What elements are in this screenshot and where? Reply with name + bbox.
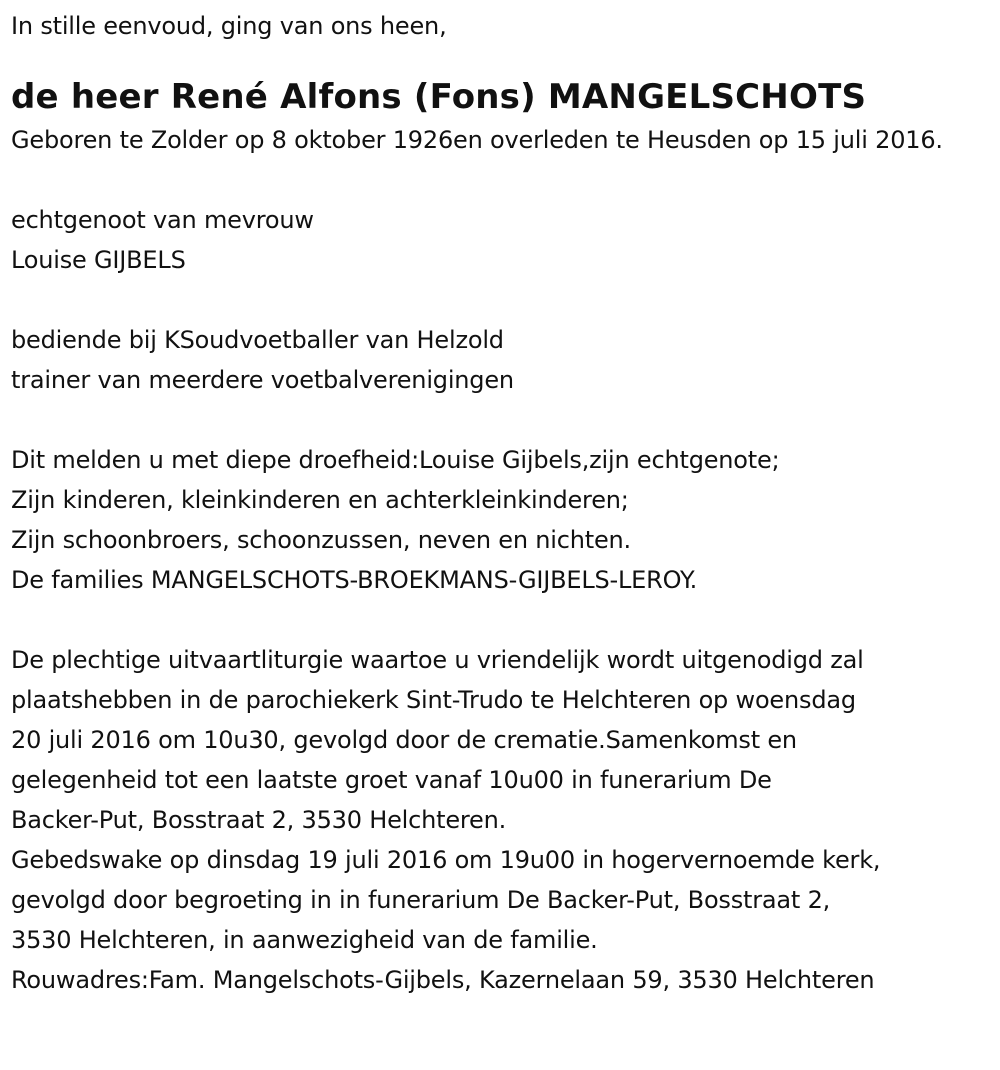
funeral-line-5: Backer-Put, Bosstraat 2, 3530 Helchteren. <box>11 806 507 834</box>
intro-text: In stille eenvoud, ging van ons heen, <box>11 12 447 40</box>
funeral-line-1: De plechtige uitvaartliturgie waartoe u vriendelijk wordt uitgenodigd zal <box>11 646 864 674</box>
deceased-name: de heer René Alfons (Fons) MANGELSCHOTS <box>11 77 867 117</box>
wake-line-2: gevolgd door begroeting in in funerarium De Backer-Put, Bosstraat 2, <box>11 886 831 914</box>
funeral-line-3: 20 juli 2016 om 10u30, gevolgd door de crematie.Samenkomst en <box>11 726 797 754</box>
wake-line-1: Gebedswake op dinsdag 19 juli 2016 om 19u00 in hogervernoemde kerk, <box>11 846 881 874</box>
announcement-line-4: De families MANGELSCHOTS-BROEKMANS-GIJBELS-LEROY. <box>11 566 698 594</box>
wake-line-3: 3530 Helchteren, in aanwezigheid van de familie. <box>11 926 598 954</box>
birth-death-text: Geboren te Zolder op 8 oktober 1926en overleden te Heusden op 15 juli 2016. <box>11 126 943 154</box>
mourning-address: Rouwadres:Fam. Mangelschots-Gijbels, Kazernelaan 59, 3530 Helchteren <box>11 966 875 994</box>
funeral-line-2: plaatshebben in de parochiekerk Sint-Trudo te Helchteren op woensdag <box>11 686 856 714</box>
announcement-line-3: Zijn schoonbroers, schoonzussen, neven en nichten. <box>11 526 631 554</box>
spacer <box>11 160 986 200</box>
announcement-line-2: Zijn kinderen, kleinkinderen en achterkleinkinderen; <box>11 486 629 514</box>
occupation-line-2: trainer van meerdere voetbalverenigingen <box>11 366 514 394</box>
spacer <box>11 400 986 440</box>
spacer <box>11 280 986 320</box>
funeral-line-4: gelegenheid tot een laatste groet vanaf 10u00 in funerarium De <box>11 766 772 794</box>
spacer <box>11 600 986 640</box>
spouse-label: echtgenoot van mevrouw <box>11 206 314 234</box>
announcement-line-1: Dit melden u met diepe droefheid:Louise Gijbels,zijn echtgenote; <box>11 446 780 474</box>
spouse-name: Louise GIJBELS <box>11 246 186 274</box>
occupation-line-1: bediende bij KSoudvoetballer van Helzold <box>11 326 504 354</box>
spacer <box>11 46 986 76</box>
death-notice <box>11 6 986 1000</box>
